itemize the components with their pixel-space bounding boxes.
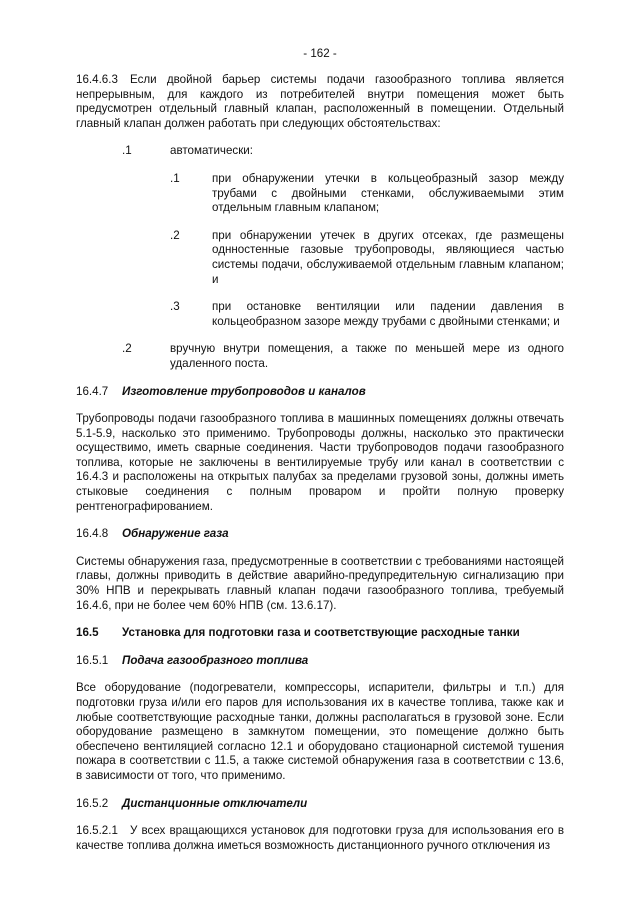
clause-number: 16.5.2.1: [76, 824, 118, 838]
sub-item-text: при обнаружении утечек в других отсеках, где размещены однностенные газовые трубопроводы, являющиеся частью системы подачи, обслуживаемой отдельным главным клапаном; и: [212, 228, 564, 286]
section-title: Обнаружение газа: [122, 527, 229, 541]
section-heading-16-4-7: [76, 385, 564, 400]
paragraph-16-4-8: Системы обнаружения газа, предусмотренные в соответствии с требованиями настоящей главы, должны приводить в действие аварийно-предупредительную сигнализацию при 30% НПВ и перекрывать главный клапан подачи газообразного топлива, требуемый 16.4.6, при не более чем 60% НПВ (см. 13.6.17).: [76, 554, 564, 612]
page-number: - 162 -: [303, 47, 337, 60]
list-item-number: .2: [122, 342, 132, 356]
section-number: 16.5.1: [76, 653, 109, 667]
section-heading-16-5-2: [76, 797, 564, 812]
section-heading-16-5-1: [76, 654, 564, 669]
list-item-2: [76, 342, 564, 371]
sub-item-number: .3: [170, 300, 180, 314]
section-number: 16.5.2: [76, 796, 109, 810]
section-title: Установка для подготовки газа и соответствующие расходные танки: [122, 626, 520, 640]
section-number: 16.4.8: [76, 527, 109, 541]
section-title: Изготовление трубопроводов и каналов: [122, 384, 366, 398]
paragraph-16-4-6-3: [76, 73, 564, 131]
paragraph-16-4-7: Трубопроводы подачи газообразного топлива в машинных помещениях должны отвечать 5.1-5.9, насколько это применимо. Трубопроводы должны, насколько это практически осуществимо, иметь сварные соединения. Части трубопроводов подачи газообразного топлива, которые не заключены в вентилируемые трубу или канал в соответствии с 16.4.3 и расположены на открытых палубах за пределами грузовой зоны, должны иметь стыковые соединения с полным проваром и пройти полную проверку рентгенографированием.: [76, 412, 564, 513]
paragraph-16-5-1: Все оборудование (подогреватели, компрессоры, испарители, фильтры и т.п.) для подготовки груза и/или его паров для использования их в качестве топлива, также как и любые соответствующие расходные танки, должны располагаться в грузовой зоне. Если оборудование размещено в замкнутом помещении, это помещение должно быть обеспечено вентиляцией согласно 12.1 и оборудовано стационарной системой тушения пожара в соответствии с 11.5, а также системой обнаружения газа в соответствии с 13.6, в зависимости от того, что применимо.: [76, 681, 564, 782]
sub-item-text: при остановке вентиляции или падении давления в кольцеобразном зазоре между трубами с двойными стенками; и: [212, 300, 564, 328]
list-item-text: автоматически:: [170, 144, 253, 158]
clause-text: У всех вращающихся установок для подготовки груза для использования его в качестве топлива должна иметься возможность дистанционного ручного отключения из: [76, 824, 564, 852]
section-number: 16.5: [76, 626, 99, 640]
list-item-1: [76, 144, 564, 159]
page-content: [76, 73, 564, 853]
section-title: Подача газообразного топлива: [122, 653, 309, 667]
sub-item-number: .2: [170, 228, 180, 242]
sub-item-2: [76, 229, 564, 287]
section-title: Дистанционные отключатели: [122, 796, 308, 810]
sub-item-text: при обнаружении утечки в кольцеобразный зазор между трубами с двойными стенками, обслуживаемыми этим отдельным главным клапаном;: [212, 171, 564, 215]
clause-text: Если двойной барьер системы подачи газообразного топлива является непрерывным, для каждого из потребителей внутри помещения может быть предусмотрен отдельный главный клапан, расположенный в помещении. Отдельный главный клапан должен работать при следующих обстоятельствах:: [76, 73, 564, 130]
sub-item-3: [76, 300, 564, 329]
section-number: 16.4.7: [76, 384, 109, 398]
paragraph-16-5-2-1: [76, 824, 564, 853]
section-heading-16-5: [76, 626, 564, 641]
list-item-number: .1: [122, 144, 132, 158]
clause-number: 16.4.6.3: [76, 73, 118, 86]
sub-item-number: .1: [170, 171, 180, 185]
list-item-text: вручную внутри помещения, а также по меньшей мере из одного удаленного поста.: [170, 342, 564, 370]
sub-item-1: [76, 172, 564, 216]
section-heading-16-4-8: [76, 527, 564, 542]
